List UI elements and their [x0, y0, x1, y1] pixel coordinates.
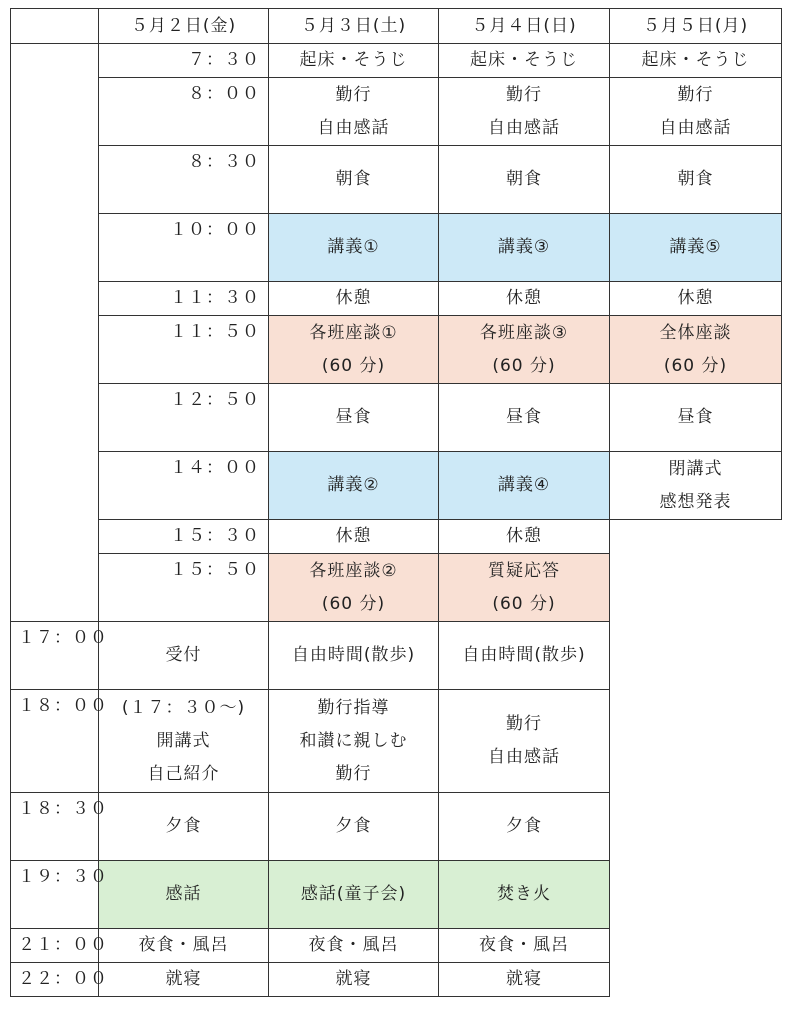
day-header-may-4: ５月４日(日)	[439, 9, 610, 44]
activity-cell	[439, 793, 610, 861]
activity-text: 朝食	[677, 169, 714, 189]
discussion-cell	[269, 316, 439, 384]
activity-text: 夕食	[506, 816, 542, 836]
discussion-cell	[610, 316, 782, 384]
activity-text: 就寝	[506, 969, 542, 989]
time-label: １１：５０	[99, 316, 269, 384]
activity-text: 各班座談②	[309, 560, 398, 581]
activity-text: 質疑応答	[488, 560, 560, 581]
activity-text: 休憩	[506, 526, 542, 546]
activity-text: 感話(童子会)	[300, 884, 407, 904]
schedule-row	[11, 282, 782, 316]
activity-text: 勤行	[335, 84, 372, 105]
time-label: １９：３０	[11, 861, 99, 929]
activity-text: 夜食・風呂	[308, 935, 399, 955]
activity-text: 閉講式	[668, 458, 723, 479]
activity-text: 勤行	[506, 84, 542, 105]
time-label: １５：５０	[99, 554, 269, 622]
activity-text: 焚き火	[497, 884, 551, 904]
discussion-cell	[439, 554, 610, 622]
activity-text: 開講式	[156, 730, 211, 751]
schedule-table	[10, 8, 782, 997]
activity-cell	[269, 963, 439, 997]
day-header-may-3: ５月３日(土)	[269, 9, 439, 44]
activity-text: 自由感話	[659, 117, 732, 138]
activity-text: 講義⑤	[669, 237, 722, 257]
activity-text: (１７：３０～)	[121, 697, 246, 718]
duration-text: (60 分)	[321, 593, 386, 614]
duration-text: (60 分)	[492, 593, 556, 614]
activity-cell	[269, 793, 439, 861]
activity-cell	[610, 384, 782, 452]
activity-text: 勤行	[335, 763, 372, 784]
activity-cell	[439, 44, 610, 78]
time-label: ８：３０	[99, 146, 269, 214]
activity-cell	[269, 78, 439, 146]
activity-text: 全体座談	[659, 322, 732, 343]
schedule-row	[11, 214, 782, 282]
schedule-row	[11, 78, 782, 146]
talk-cell	[99, 861, 269, 929]
time-label: １４：００	[99, 452, 269, 520]
activity-text: 昼食	[677, 407, 714, 427]
activity-cell	[610, 282, 782, 316]
time-label: ８：００	[99, 78, 269, 146]
time-label: １５：３０	[99, 520, 269, 554]
activity-text: 朝食	[506, 169, 542, 189]
activity-cell	[269, 146, 439, 214]
activity-text: 自己紹介	[147, 763, 220, 784]
activity-text: 講義②	[327, 475, 380, 495]
activity-text: 各班座談①	[309, 322, 398, 343]
activity-text: 起床・そうじ	[641, 50, 750, 70]
activity-text: 就寝	[165, 969, 202, 989]
schedule-row	[11, 44, 782, 78]
lecture-cell	[269, 452, 439, 520]
activity-cell	[99, 793, 269, 861]
activity-cell	[269, 384, 439, 452]
activity-text: 夕食	[335, 816, 372, 836]
activity-cell	[610, 78, 782, 146]
activity-cell	[439, 146, 610, 214]
activity-text: 夜食・風呂	[138, 935, 229, 955]
activity-text: 昼食	[506, 407, 542, 427]
time-label: １２：５０	[99, 384, 269, 452]
activity-text: 講義④	[497, 475, 551, 495]
time-label: １８：００	[11, 690, 99, 793]
activity-text: 自由時間(散歩)	[291, 645, 416, 665]
activity-cell	[439, 963, 610, 997]
activity-cell	[439, 690, 610, 793]
discussion-cell	[269, 554, 439, 622]
activity-cell	[439, 520, 610, 554]
activity-cell	[610, 146, 782, 214]
header-row	[11, 9, 782, 44]
activity-cell	[439, 929, 610, 963]
activity-cell	[269, 622, 439, 690]
activity-text: 勤行	[506, 714, 542, 734]
activity-text: 和讃に親しむ	[299, 730, 408, 751]
activity-cell	[439, 622, 610, 690]
activity-text: 夜食・風呂	[479, 935, 569, 955]
activity-text: 朝食	[335, 169, 372, 189]
activity-cell	[269, 690, 439, 793]
lecture-cell	[610, 214, 782, 282]
activity-text: 起床・そうじ	[470, 50, 578, 70]
activity-text: 感話	[165, 884, 202, 904]
activity-cell	[99, 690, 269, 793]
activity-cell	[269, 929, 439, 963]
activity-cell	[439, 282, 610, 316]
talk-cell	[269, 861, 439, 929]
activity-text: 受付	[165, 645, 202, 665]
time-label: １７：００	[11, 622, 99, 690]
time-label: ２２：００	[11, 963, 99, 997]
discussion-cell	[439, 316, 610, 384]
schedule-row	[11, 452, 782, 520]
schedule-row	[11, 316, 782, 384]
activity-text: 講義③	[497, 237, 551, 257]
activity-text: 勤行指導	[317, 697, 390, 718]
schedule-row	[11, 384, 782, 452]
activity-cell	[439, 78, 610, 146]
activity-text: 自由感話	[317, 117, 390, 138]
activity-cell	[99, 929, 269, 963]
lecture-cell	[269, 214, 439, 282]
activity-text: 休憩	[335, 288, 372, 308]
day-header-may-5: ５月５日(月)	[610, 9, 782, 44]
activity-text: 感想発表	[659, 491, 732, 512]
time-label: １１：３０	[99, 282, 269, 316]
activity-text: 自由時間(散歩)	[462, 645, 586, 665]
empty-cell	[610, 520, 782, 997]
activity-text: 休憩	[677, 288, 714, 308]
activity-text: 自由感話	[488, 117, 560, 138]
activity-text: 昼食	[335, 407, 372, 427]
activity-text: 休憩	[506, 288, 542, 308]
empty-cell	[11, 44, 99, 622]
time-label: ７：３０	[99, 44, 269, 78]
lecture-cell	[439, 452, 610, 520]
duration-text: (60 分)	[321, 355, 386, 376]
activity-text: 各班座談③	[479, 322, 569, 343]
schedule-row	[11, 146, 782, 214]
activity-text: 勤行	[677, 84, 714, 105]
activity-text: 夕食	[165, 816, 202, 836]
day-header-may-2: ５月２日(金)	[99, 9, 269, 44]
activity-cell	[99, 622, 269, 690]
activity-text: 講義①	[327, 237, 380, 257]
activity-cell	[439, 384, 610, 452]
duration-text: (60 分)	[492, 355, 556, 376]
activity-cell	[99, 963, 269, 997]
schedule-row	[11, 520, 782, 554]
duration-text: (60 分)	[663, 355, 728, 376]
time-label: １０：００	[99, 214, 269, 282]
activity-text: 自由感話	[488, 747, 560, 767]
time-label: １８：３０	[11, 793, 99, 861]
activity-cell	[269, 282, 439, 316]
lecture-cell	[439, 214, 610, 282]
header-corner-cell	[11, 9, 99, 44]
activity-text: 休憩	[335, 526, 372, 546]
activity-cell	[269, 520, 439, 554]
activity-cell	[610, 452, 782, 520]
talk-cell	[439, 861, 610, 929]
activity-cell	[269, 44, 439, 78]
activity-text: 起床・そうじ	[299, 50, 408, 70]
time-label: ２１：００	[11, 929, 99, 963]
activity-cell	[610, 44, 782, 78]
activity-text: 就寝	[335, 969, 372, 989]
